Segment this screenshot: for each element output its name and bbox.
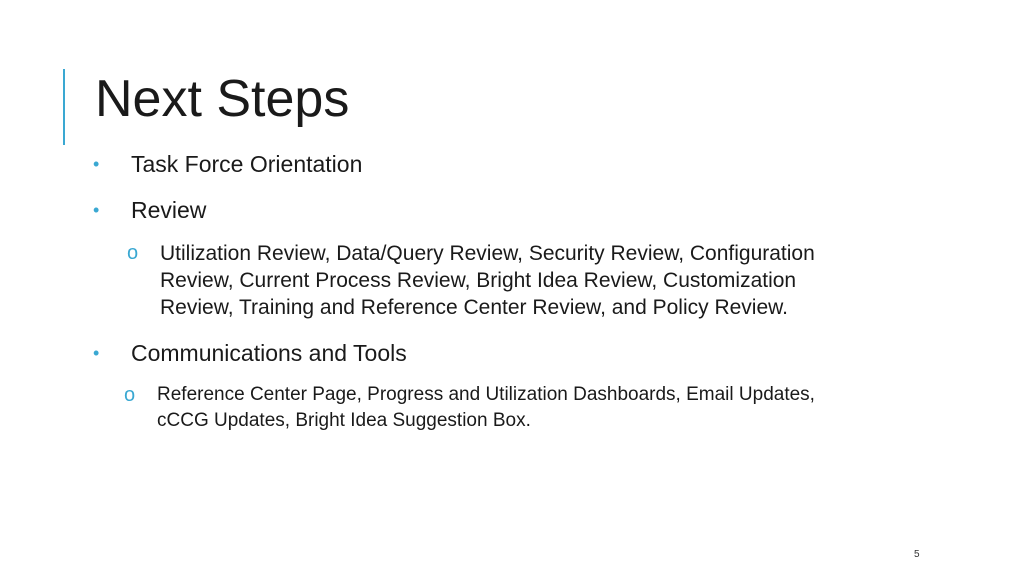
sub-item-line: Review, Training and Reference Center Review, and Policy Review. (160, 296, 788, 319)
sub-bullet-icon: o (127, 242, 139, 264)
bullet-item-communications (93, 340, 407, 367)
bullet-item-task-force (93, 151, 362, 178)
sub-item-communications-details (124, 382, 815, 434)
sub-item-review-details (127, 240, 815, 321)
sub-item-line: Utilization Review, Data/Query Review, Security Review, Configuration (160, 242, 815, 265)
sub-item-line: Reference Center Page, Progress and Utilization Dashboards, Email Updates, (157, 384, 815, 405)
sub-item-text-block (160, 240, 815, 321)
sub-item-line: Review, Current Process Review, Bright Idea Review, Customization (160, 269, 797, 292)
page-number: 5 (914, 549, 920, 560)
bullet-label: Task Force Orientation (131, 151, 363, 177)
title-accent-bar (63, 69, 65, 145)
bullet-icon: • (93, 154, 100, 174)
bullet-label: Communications and Tools (131, 340, 407, 366)
bullet-icon: • (93, 343, 100, 363)
slide-title: Next Steps (95, 70, 350, 128)
bullet-item-review (93, 197, 206, 224)
sub-bullet-icon: o (124, 384, 136, 406)
bullet-label: Review (131, 197, 207, 223)
bullet-icon: • (93, 200, 100, 220)
sub-item-text-block (157, 382, 815, 434)
sub-item-line: cCCG Updates, Bright Idea Suggestion Box. (157, 410, 531, 431)
